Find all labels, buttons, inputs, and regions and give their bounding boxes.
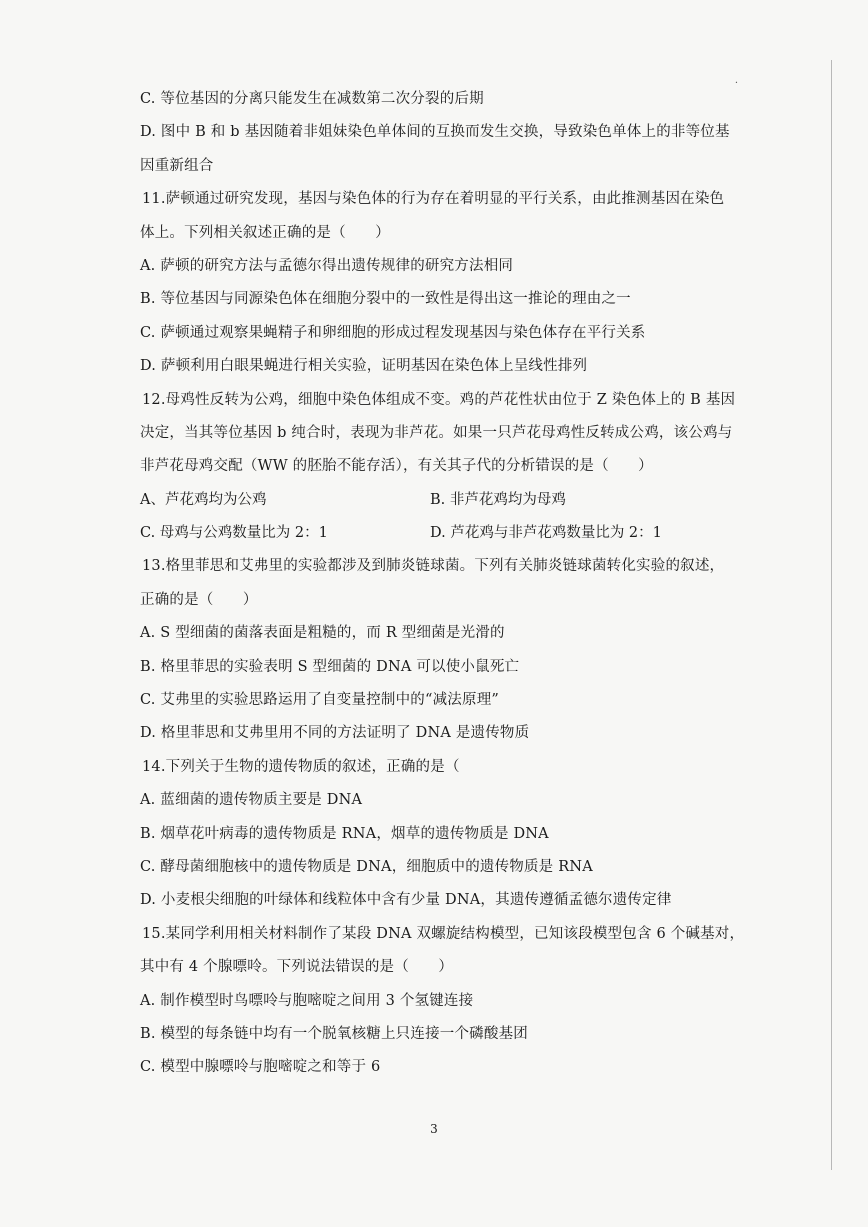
option-line: B. 烟草花叶病毒的遗传物质是 RNA，烟草的遗传物质是 DNA [140,825,549,842]
option-line: C. 酵母菌细胞核中的遗传物质是 DNA，细胞质中的遗传物质是 RNA [140,858,593,875]
option-line: C. 艾弗里的实验思路运用了自变量控制中的“减法原理” [140,692,500,709]
text-line: 其中有 4 个腺嘌呤。下列说法错误的是（ ） [140,959,454,976]
option-line: B. 等位基因与同源染色体在细胞分裂中的一致性是得出这一推论的理由之一 [140,291,631,308]
text-line: 决定，当其等位基因 b 纯合时，表现为非芦花。如果一只芦花母鸡性反转成公鸡，该公鸡与 [140,424,733,441]
text-line: D. 图中 B 和 b 基因随着非姐妹染色单体间的互换而发生交换，导致染色单体上的非等位基 [140,124,730,141]
question-12-stem: 12.母鸡性反转为公鸡，细胞中染色体组成不变。鸡的芦花性状由位于 Z 染色体上的 B 基因 [142,391,736,408]
question-13-stem: 13.格里菲思和艾弗里的实验都涉及到肺炎链球菌。下列有关肺炎链球菌转化实验的叙述， [142,558,725,575]
option-line: A. S 型细菌的菌落表面是粗糙的，而 R 型细菌是光滑的 [140,625,505,642]
scan-dot: · [734,78,738,89]
option-b: B. 非芦花鸡均为母鸡 [430,491,566,508]
option-d: D. 芦花鸡与非芦花鸡数量比为 2：1 [430,525,662,542]
option-line: D. 小麦根尖细胞的叶绿体和线粒体中含有少量 DNA，其遗传遵循孟德尔遗传定律 [140,892,672,909]
scan-edge-line [831,60,832,1170]
option-line: A. 萨顿的研究方法与孟德尔得出遗传规律的研究方法相同 [140,257,514,274]
option-line: D. 格里菲思和艾弗里用不同的方法证明了 DNA 是遗传物质 [140,725,530,742]
text-line: 非芦花母鸡交配（WW 的胚胎不能存活），有关其子代的分析错误的是（ ） [140,458,653,475]
option-line: C. 模型中腺嘌呤与胞嘧啶之和等于 6 [140,1059,381,1076]
page-number: 3 [430,1122,438,1136]
text-line: C. 等位基因的分离只能发生在减数第二次分裂的后期 [140,91,484,107]
text-line: 体上。下列相关叙述正确的是（ ） [140,224,390,241]
page-content [140,90,760,1092]
text-line: 因重新组合 [140,157,214,174]
question-15-stem: 15.某同学利用相关材料制作了某段 DNA 双螺旋结构模型，已知该段模型包含 6 个碱基对， [142,925,745,942]
question-11-stem: 11.萨顿通过研究发现，基因与染色体的行为存在着明显的平行关系，由此推测基因在染色 [142,191,725,208]
option-line: C. 萨顿通过观察果蝇精子和卵细胞的形成过程发现基因与染色体存在平行关系 [140,324,646,341]
option-line: B. 格里菲思的实验表明 S 型细菌的 DNA 可以使小鼠死亡 [140,658,520,675]
option-line: A. 制作模型时鸟嘌呤与胞嘧啶之间用 3 个氢键连接 [140,992,474,1009]
option-c: C. 母鸡与公鸡数量比为 2：1 [140,525,328,542]
option-line: A. 蓝细菌的遗传物质主要是 DNA [140,792,363,809]
question-14-stem: 14.下列关于生物的遗传物质的叙述，正确的是（ [142,758,460,775]
option-line: B. 模型的每条链中均有一个脱氧核糖上只连接一个磷酸基团 [140,1025,528,1042]
options-row [140,524,760,543]
option-a: A、芦花鸡均为公鸡 [140,491,267,508]
options-row [140,491,760,510]
text-line: 正确的是（ ） [140,591,258,608]
option-line: D. 萨顿利用白眼果蝇进行相关实验，证明基因在染色体上呈线性排列 [140,358,588,375]
